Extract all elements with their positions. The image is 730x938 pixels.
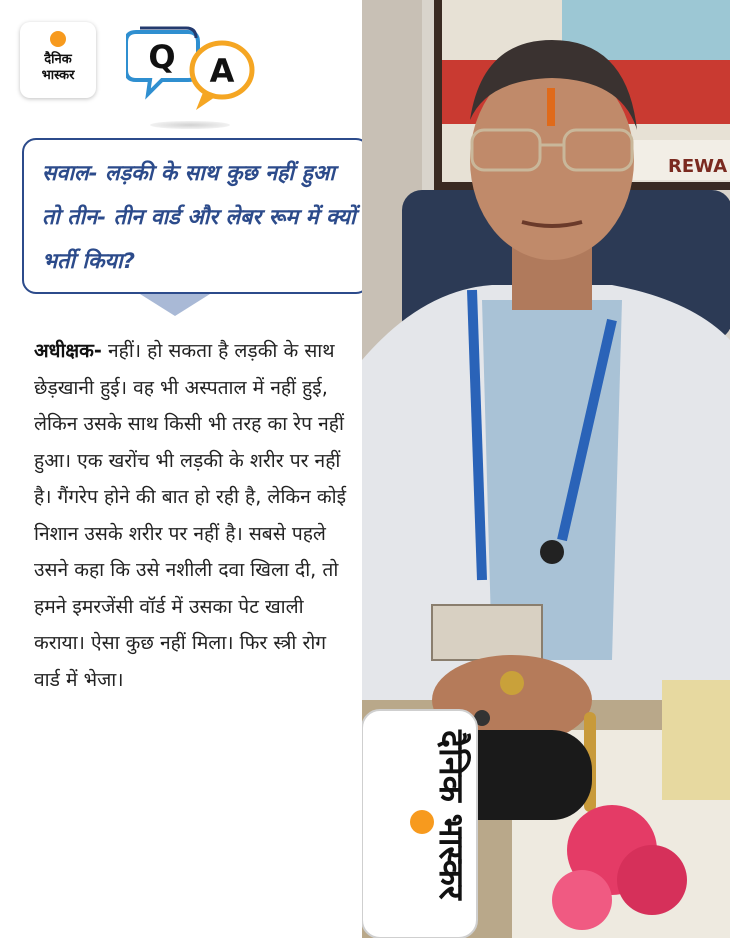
wall-sign-text: REWA <box>668 156 728 177</box>
interview-photo <box>362 0 730 938</box>
answer-speaker: अधीक्षक- <box>34 339 102 362</box>
mic-logo-text: दैनिक भास्कर <box>431 730 471 900</box>
qa-q-letter: Q <box>148 38 176 76</box>
article-panel <box>0 0 362 938</box>
answer-text <box>34 333 352 698</box>
sun-icon <box>50 31 66 47</box>
question-box <box>22 138 370 294</box>
qa-a-letter: A <box>209 52 235 90</box>
dainik-bhaskar-logo[interactable] <box>20 22 96 98</box>
qa-icon <box>126 24 258 116</box>
answer-body: नहीं। हो सकता है लड़की के साथ छेड़खानी हुई। वह भी अस्पताल में नहीं हुई, लेकिन उसके साथ किसी भी तरह का रेप नहीं हुआ। एक खरोंच भी लड़की के शरीर पर नहीं है। गैंगरेप होने की बात हो रही है, लेकिन कोई निशान उसके शरीर पर नहीं है। सबसे पहले उसने कहा कि उसे नशीली दवा खिला दी, तो हमने इमरजेंसी वॉर्ड में उसका पेट खाली कराया। ऐसा कुछ नहीं मिला। फिर स्त्री रोग वार्ड में भेजा। <box>34 339 347 691</box>
logo-line-2: भास्कर <box>41 68 75 83</box>
qa-icon-shadow <box>150 121 230 129</box>
doctor-photo-illustration <box>362 0 730 938</box>
question-text: सवाल- लड़की के साथ कुछ नहीं हुआ तो तीन- तीन वार्ड और लेबर रूम में क्यों भर्ती किया? <box>42 161 356 274</box>
logo-line-1: दैनिक <box>44 52 72 67</box>
question-pointer <box>140 294 210 316</box>
